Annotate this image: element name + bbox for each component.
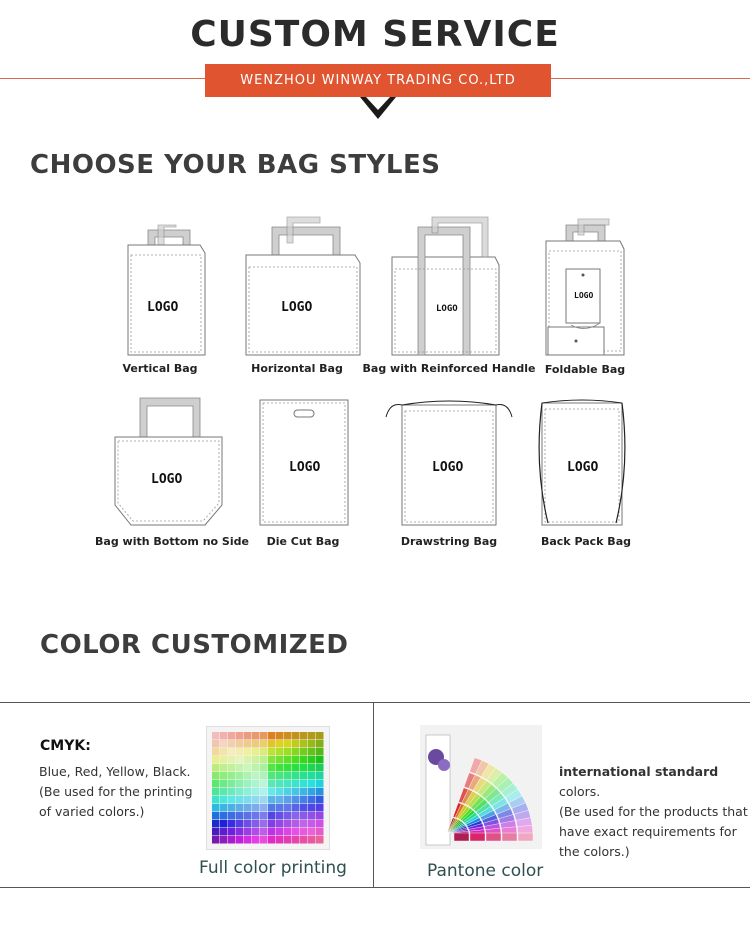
color-swatch xyxy=(276,780,284,788)
color-swatch xyxy=(260,764,268,772)
color-swatch xyxy=(252,788,260,796)
color-swatch xyxy=(308,804,316,812)
color-swatch xyxy=(252,820,260,828)
color-swatch xyxy=(236,780,244,788)
bottom-no-side-bag-illustration xyxy=(115,398,222,525)
color-swatch xyxy=(212,812,220,820)
color-swatch xyxy=(316,812,324,820)
color-swatch xyxy=(260,772,268,780)
pantone-swatch xyxy=(470,833,485,841)
color-swatch xyxy=(268,804,276,812)
color-swatch xyxy=(252,772,260,780)
color-swatch xyxy=(260,804,268,812)
color-swatch xyxy=(300,836,308,844)
color-swatch xyxy=(244,780,252,788)
color-swatch xyxy=(300,828,308,836)
color-swatch xyxy=(228,804,236,812)
die-cut-bag-illustration xyxy=(260,400,348,525)
pantone-bold-text: international standard xyxy=(559,764,719,779)
color-swatch xyxy=(244,828,252,836)
color-swatch xyxy=(220,820,228,828)
color-swatch xyxy=(316,740,324,748)
color-swatch xyxy=(300,732,308,740)
color-swatch xyxy=(316,756,324,764)
color-swatch xyxy=(308,820,316,828)
bag-logo-text: LOGO xyxy=(147,300,179,315)
bag-logo-text: LOGO xyxy=(567,460,599,475)
pantone-line: (Be used for the products that xyxy=(559,804,748,819)
color-swatch xyxy=(284,764,292,772)
company-banner: WENZHOU WINWAY TRADING CO.,LTD xyxy=(205,64,551,97)
color-swatch xyxy=(212,788,220,796)
bag-styles-illustration xyxy=(0,205,750,565)
color-swatch xyxy=(316,748,324,756)
color-swatch xyxy=(316,772,324,780)
color-swatch xyxy=(292,732,300,740)
color-swatch xyxy=(244,748,252,756)
vertical-bag-illustration xyxy=(128,225,205,355)
color-swatch xyxy=(220,780,228,788)
color-swatch xyxy=(276,772,284,780)
color-swatch xyxy=(236,764,244,772)
color-swatch xyxy=(284,820,292,828)
color-swatch xyxy=(316,780,324,788)
color-swatch xyxy=(300,804,308,812)
pantone-line: have exact requirements for xyxy=(559,824,737,839)
color-swatch xyxy=(284,812,292,820)
color-swatch xyxy=(300,772,308,780)
color-swatch xyxy=(284,788,292,796)
color-swatch xyxy=(236,756,244,764)
color-swatch xyxy=(212,748,220,756)
color-swatch xyxy=(212,804,220,812)
color-swatch xyxy=(252,780,260,788)
color-swatch xyxy=(252,748,260,756)
header-rule-right xyxy=(551,78,750,79)
color-swatch xyxy=(316,804,324,812)
color-swatch xyxy=(308,796,316,804)
cmyk-color-chart-image xyxy=(206,726,330,850)
color-swatch xyxy=(268,764,276,772)
color-swatch xyxy=(284,740,292,748)
color-swatch xyxy=(260,748,268,756)
color-swatch xyxy=(228,820,236,828)
color-swatch xyxy=(244,796,252,804)
color-swatch xyxy=(212,828,220,836)
color-swatch xyxy=(292,756,300,764)
color-swatch xyxy=(268,732,276,740)
color-swatch xyxy=(300,740,308,748)
bag-label: Drawstring Bag xyxy=(400,535,498,548)
color-swatch xyxy=(244,820,252,828)
header-rule-left xyxy=(0,78,205,79)
color-swatch xyxy=(236,732,244,740)
color-swatch xyxy=(236,820,244,828)
bag-label: Horizontal Bag xyxy=(251,362,343,375)
bag-logo-text: LOGO xyxy=(281,300,313,315)
color-swatch xyxy=(292,804,300,812)
color-swatch xyxy=(220,756,228,764)
color-swatch xyxy=(252,812,260,820)
color-swatch xyxy=(276,748,284,756)
color-swatch xyxy=(292,788,300,796)
color-swatch xyxy=(284,748,292,756)
bag-label: Back Pack Bag xyxy=(540,535,632,548)
foldable-bag-illustration xyxy=(546,219,624,355)
color-swatch xyxy=(284,796,292,804)
color-swatch xyxy=(228,732,236,740)
color-swatch xyxy=(220,812,228,820)
color-swatch xyxy=(308,772,316,780)
color-swatch xyxy=(292,748,300,756)
color-swatch xyxy=(276,820,284,828)
color-swatch xyxy=(260,836,268,844)
color-swatch xyxy=(260,780,268,788)
color-swatch xyxy=(292,796,300,804)
color-swatch xyxy=(236,772,244,780)
color-swatch xyxy=(220,732,228,740)
color-swatch xyxy=(260,812,268,820)
color-swatch xyxy=(276,796,284,804)
color-swatch xyxy=(308,748,316,756)
cmyk-title: CMYK: xyxy=(40,738,91,754)
color-swatch xyxy=(244,740,252,748)
color-swatch xyxy=(268,836,276,844)
color-swatch xyxy=(300,788,308,796)
color-swatch xyxy=(284,756,292,764)
pantone-swatch xyxy=(486,833,501,841)
color-swatch xyxy=(292,764,300,772)
color-swatch xyxy=(300,812,308,820)
bag-label: Bag with Reinforced Handle xyxy=(362,362,536,375)
color-swatch xyxy=(268,780,276,788)
color-swatch xyxy=(260,796,268,804)
color-swatch xyxy=(244,756,252,764)
color-swatch xyxy=(300,796,308,804)
color-swatch xyxy=(316,796,324,804)
color-swatch xyxy=(308,732,316,740)
color-swatch xyxy=(308,788,316,796)
bag-logo-text: LOGO xyxy=(289,460,321,475)
color-swatch xyxy=(212,820,220,828)
color-swatch xyxy=(228,780,236,788)
color-swatch xyxy=(236,836,244,844)
cmyk-line: of varied colors.) xyxy=(39,804,145,819)
color-swatch xyxy=(220,772,228,780)
color-swatch xyxy=(212,756,220,764)
color-swatch xyxy=(236,796,244,804)
color-swatch xyxy=(308,740,316,748)
chevron-down-icon xyxy=(360,97,396,121)
color-swatch xyxy=(220,836,228,844)
color-swatch xyxy=(300,780,308,788)
color-swatch xyxy=(308,764,316,772)
color-swatch xyxy=(228,796,236,804)
color-swatch xyxy=(284,732,292,740)
pantone-swatch xyxy=(502,833,517,841)
color-swatch xyxy=(236,748,244,756)
color-swatch xyxy=(268,788,276,796)
bag-label: Die Cut Bag xyxy=(266,535,340,548)
cmyk-line: (Be used for the printing xyxy=(39,784,193,799)
color-swatch xyxy=(244,836,252,844)
color-swatch xyxy=(252,764,260,772)
color-swatch xyxy=(284,772,292,780)
color-swatch xyxy=(276,836,284,844)
color-heading: COLOR CUSTOMIZED xyxy=(40,630,349,660)
pantone-line-rest: colors. xyxy=(559,784,601,799)
color-swatch xyxy=(316,820,324,828)
color-swatch xyxy=(244,812,252,820)
color-swatch xyxy=(276,756,284,764)
color-swatch xyxy=(212,780,220,788)
color-swatch xyxy=(252,740,260,748)
color-swatch xyxy=(292,836,300,844)
color-swatch xyxy=(268,772,276,780)
color-swatch xyxy=(244,788,252,796)
drawstring-bag-illustration xyxy=(386,401,512,525)
color-swatch xyxy=(276,812,284,820)
color-swatch xyxy=(228,772,236,780)
color-swatch xyxy=(268,796,276,804)
bag-logo-text: LOGO xyxy=(151,472,183,487)
color-swatch xyxy=(252,756,260,764)
color-swatch xyxy=(276,732,284,740)
color-swatch xyxy=(220,828,228,836)
color-swatch xyxy=(228,740,236,748)
color-swatch xyxy=(276,828,284,836)
color-swatch xyxy=(244,732,252,740)
color-swatch xyxy=(260,828,268,836)
color-swatch xyxy=(228,764,236,772)
bag-label: Foldable Bag xyxy=(544,363,626,376)
color-swatch xyxy=(236,812,244,820)
color-swatch xyxy=(308,780,316,788)
color-swatch xyxy=(260,740,268,748)
color-swatch xyxy=(228,748,236,756)
color-swatch xyxy=(308,812,316,820)
color-swatch xyxy=(268,740,276,748)
color-swatch xyxy=(260,820,268,828)
color-swatch xyxy=(228,756,236,764)
color-swatch xyxy=(268,748,276,756)
color-swatch xyxy=(316,788,324,796)
color-swatch xyxy=(292,740,300,748)
color-swatch xyxy=(220,764,228,772)
color-swatch xyxy=(292,772,300,780)
color-swatch xyxy=(308,836,316,844)
color-swatch xyxy=(236,804,244,812)
color-swatch xyxy=(228,812,236,820)
color-swatch xyxy=(316,836,324,844)
color-table-bottom-border xyxy=(0,887,750,888)
color-swatch xyxy=(244,772,252,780)
pantone-description xyxy=(559,762,749,862)
color-swatch xyxy=(284,828,292,836)
color-swatch xyxy=(300,764,308,772)
page-title: CUSTOM SERVICE xyxy=(190,14,560,55)
pantone-caption: Pantone color xyxy=(427,861,544,881)
color-swatch xyxy=(300,748,308,756)
bag-label: Bag with Bottom no Side xyxy=(95,535,249,548)
color-swatch xyxy=(292,820,300,828)
color-swatch xyxy=(244,764,252,772)
color-swatch xyxy=(212,732,220,740)
color-swatch xyxy=(228,836,236,844)
color-swatch xyxy=(276,788,284,796)
color-swatch xyxy=(212,740,220,748)
color-swatch xyxy=(292,828,300,836)
color-swatch xyxy=(220,788,228,796)
bag-logo-text: LOGO xyxy=(432,460,464,475)
color-swatch xyxy=(252,836,260,844)
pantone-line xyxy=(559,762,749,802)
color-swatch xyxy=(212,764,220,772)
cmyk-line: Blue, Red, Yellow, Black. xyxy=(39,764,191,779)
color-swatch xyxy=(300,756,308,764)
color-swatch xyxy=(268,756,276,764)
color-swatch xyxy=(212,796,220,804)
color-swatch xyxy=(252,796,260,804)
pantone-swatch xyxy=(454,833,469,841)
color-swatch xyxy=(300,820,308,828)
color-swatch xyxy=(220,740,228,748)
color-swatch xyxy=(236,788,244,796)
color-swatch xyxy=(292,812,300,820)
color-swatch xyxy=(220,804,228,812)
color-swatch xyxy=(284,804,292,812)
color-swatch xyxy=(260,732,268,740)
horizontal-bag-illustration xyxy=(246,217,360,355)
color-swatch xyxy=(252,732,260,740)
color-swatch xyxy=(292,780,300,788)
cmyk-description xyxy=(39,762,209,822)
color-swatch xyxy=(316,828,324,836)
color-swatch xyxy=(284,836,292,844)
color-swatch xyxy=(276,740,284,748)
color-swatch xyxy=(228,828,236,836)
color-swatch xyxy=(252,804,260,812)
color-swatch xyxy=(220,748,228,756)
pantone-fan-image xyxy=(420,725,542,849)
color-swatch xyxy=(268,812,276,820)
color-swatch xyxy=(284,780,292,788)
color-swatch xyxy=(260,756,268,764)
color-swatch xyxy=(236,740,244,748)
color-swatch xyxy=(228,788,236,796)
color-table-divider xyxy=(373,702,374,888)
color-swatch xyxy=(308,828,316,836)
bag-label: Vertical Bag xyxy=(122,362,198,375)
color-swatch xyxy=(212,836,220,844)
color-swatch xyxy=(308,756,316,764)
full-color-caption: Full color printing xyxy=(199,858,347,878)
color-swatch xyxy=(268,820,276,828)
pantone-line: the colors.) xyxy=(559,844,630,859)
bag-logo-text: LOGO xyxy=(436,304,458,314)
color-swatch xyxy=(212,772,220,780)
reinforced-handle-bag-illustration xyxy=(392,217,499,355)
color-swatch xyxy=(244,804,252,812)
color-swatch xyxy=(252,828,260,836)
color-swatch xyxy=(316,764,324,772)
bag-logo-text: LOGO xyxy=(574,291,594,300)
color-swatch xyxy=(316,732,324,740)
color-swatch xyxy=(268,828,276,836)
backpack-bag-illustration xyxy=(539,400,625,525)
pantone-swatch xyxy=(518,833,533,841)
color-swatch xyxy=(236,828,244,836)
bag-styles-heading: CHOOSE YOUR BAG STYLES xyxy=(30,150,441,180)
color-swatch xyxy=(260,788,268,796)
color-swatch xyxy=(276,804,284,812)
color-swatch xyxy=(220,796,228,804)
color-table-top-border xyxy=(0,702,750,703)
color-swatch xyxy=(276,764,284,772)
